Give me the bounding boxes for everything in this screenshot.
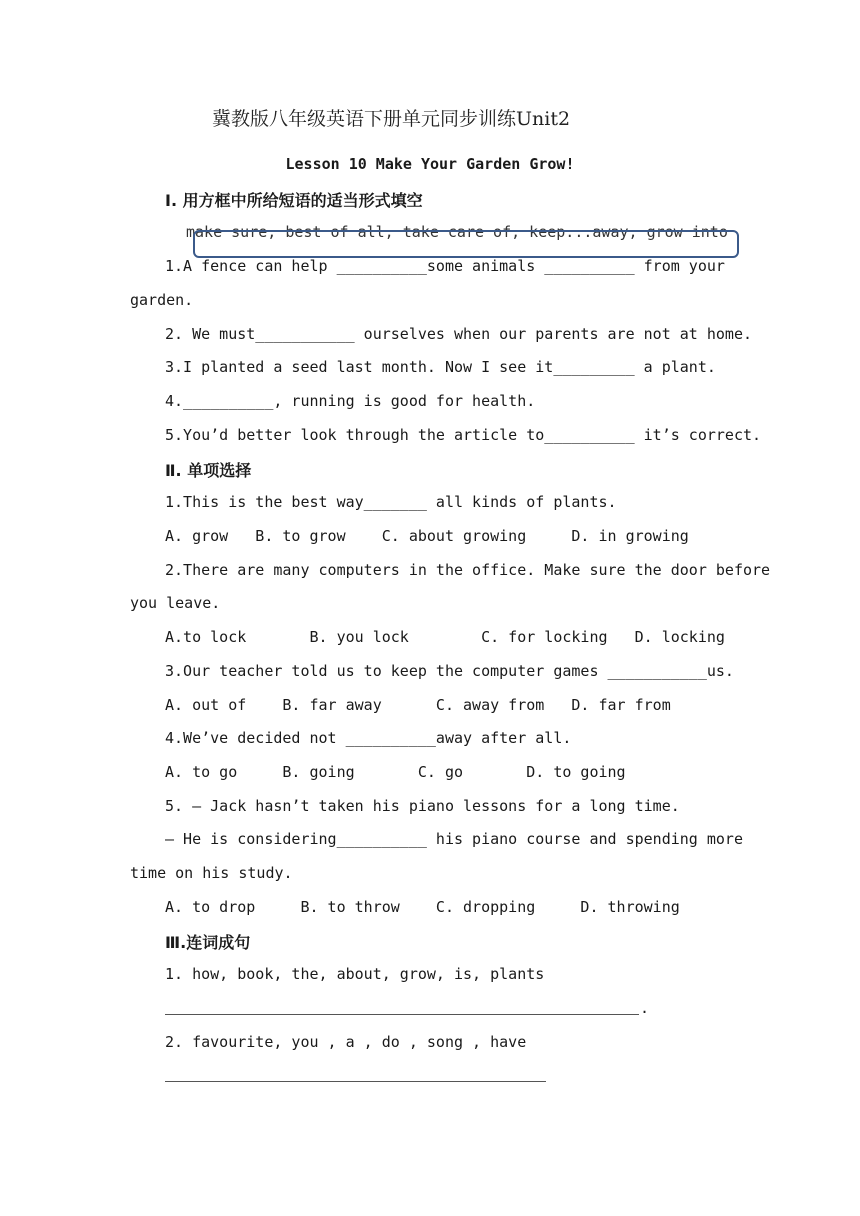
s1-question-5: 5.You’d better look through the article to__________ it’s correct. bbox=[165, 426, 762, 444]
document-title: 冀教版八年级英语下册单元同步训练Unit2 bbox=[212, 108, 571, 130]
s3-question-2-answer-line bbox=[165, 1081, 546, 1082]
s3-question-1-answer-line bbox=[165, 1014, 639, 1015]
s2-question-2-line-1: 2.There are many computers in the office. Make sure the door before bbox=[165, 561, 771, 579]
s3-question-2: 2. favourite, you , a , do , song , have bbox=[165, 1033, 527, 1051]
s1-question-3: 3.I planted a seed last month. Now I see it_________ a plant. bbox=[165, 358, 716, 376]
lesson-title: Lesson 10 Make Your Garden Grow! bbox=[285, 155, 575, 173]
s2-question-3-options: A. out of B. far away C. away from D. far from bbox=[165, 696, 671, 714]
phrase-box-frame bbox=[193, 230, 739, 258]
s1-question-1-line-2: garden. bbox=[130, 291, 194, 309]
s3-question-1: 1. how, book, the, about, grow, is, plants bbox=[165, 965, 545, 983]
s2-question-2-line-2: you leave. bbox=[130, 594, 221, 612]
s1-question-4: 4.__________, running is good for health. bbox=[165, 392, 536, 410]
section-3-heading: Ⅲ.连词成句 bbox=[165, 933, 251, 952]
s2-question-1: 1.This is the best way_______ all kinds of plants. bbox=[165, 493, 617, 511]
s2-question-5-options: A. to drop B. to throw C. dropping D. throwing bbox=[165, 898, 680, 916]
s1-question-1-line-1: 1.A fence can help __________some animals __________ from your bbox=[165, 257, 725, 275]
s2-question-5-line-3: time on his study. bbox=[130, 864, 293, 882]
section-2-heading: Ⅱ. 单项选择 bbox=[165, 461, 252, 480]
s1-question-2: 2. We must___________ ourselves when our parents are not at home. bbox=[165, 325, 752, 343]
s3-question-1-period: . bbox=[640, 999, 650, 1017]
s2-question-2-options: A.to lock B. you lock C. for locking D. locking bbox=[165, 628, 725, 646]
s2-question-4-options: A. to go B. going C. go D. to going bbox=[165, 763, 626, 781]
s2-question-5-line-1: 5. — Jack hasn’t taken his piano lessons for a long time. bbox=[165, 797, 680, 815]
phrase-bank: make sure, best of all, take care of, keep...away, grow into bbox=[186, 223, 728, 241]
s2-question-1-options: A. grow B. to grow C. about growing D. in growing bbox=[165, 527, 689, 545]
section-1-heading: Ⅰ. 用方框中所给短语的适当形式填空 bbox=[165, 191, 423, 210]
s2-question-5-line-2: — He is considering__________ his piano course and spending more bbox=[165, 830, 743, 848]
s2-question-4: 4.We’ve decided not __________away after all. bbox=[165, 729, 572, 747]
s2-question-3: 3.Our teacher told us to keep the computer games ___________us. bbox=[165, 662, 734, 680]
